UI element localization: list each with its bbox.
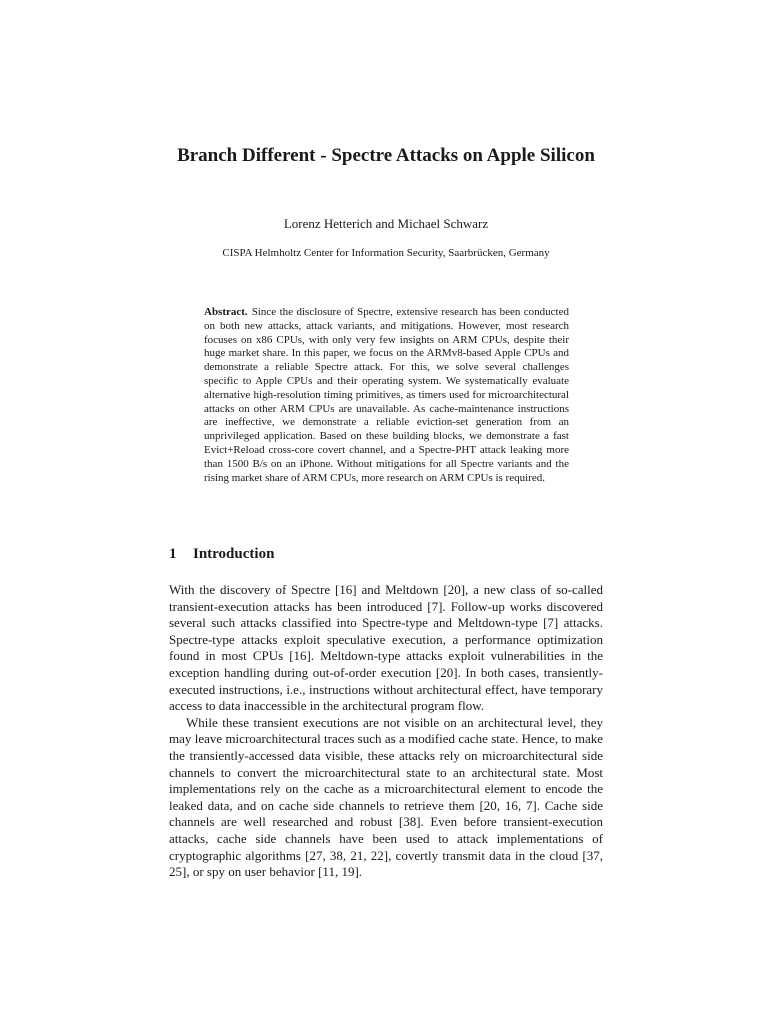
section-heading: [169, 544, 274, 564]
body-paragraph: While these transient executions are not visible on an architectural level, they may leave microarchitectural traces such as a modified cache state. Hence, to make the transiently-accessed data visible, these attacks rely on microarchitectural side channels to convert the microarchitectural state to an architectural state. Most implementations rely on the cache as a microarchitectural element to encode the leaked data, and on cache side channels to retrieve them [20, 16, 7]. Cache side channels are well researched and robust [38]. Even before transient-execution attacks, cache side channels have been used to attack implementations of cryptographic algorithms [27, 38, 21, 22], covertly transmit data in the cloud [37, 25], or spy on user behavior [11, 19].: [169, 714, 603, 880]
abstract-text: Since the disclosure of Spectre, extensive research has been conducted on both new attacks, attack variants, and mitigations. However, most research focuses on x86 CPUs, with only very few insights on ARM CPUs, despite their huge market share. In this paper, we focus on the ARMv8-based Apple CPUs and demonstrate a reliable Spectre attack. For this, we solve several challenges specific to Apple CPUs and their operating system. We systematically evaluate alternative high-resolution timing primitives, as timers used for microarchitectural attacks on other ARM CPUs are unavailable. As cache-maintenance instructions are ineffective, we demonstrate a reliable eviction-set generation from an unprivileged application. Based on these building blocks, we demonstrate a fast Evict+Reload cross-core covert channel, and a Spectre-PHT attack leaking more than 1500 B/s on an iPhone. Without mitigations for all Spectre variants and the rising market share of ARM CPUs, more research on ARM CPUs is required.: [204, 306, 569, 484]
abstract-block: [204, 306, 569, 485]
section-number: 1: [169, 546, 177, 562]
paper-authors: Lorenz Hetterich and Michael Schwarz: [283, 216, 489, 231]
section-title: Introduction: [193, 546, 275, 562]
section-body: [169, 582, 603, 881]
paper-affiliation: CISPA Helmholtz Center for Information Security, Saarbrücken, Germany: [222, 247, 550, 259]
paper-title: Branch Different - Spectre Attacks on Apple Silicon: [177, 145, 595, 166]
body-paragraph: With the discovery of Spectre [16] and Meltdown [20], a new class of so-called transient-execution attacks has been introduced [7]. Follow-up works discovered several such attacks classified into Spectre-type and Meltdown-type [7] attacks. Spectre-type attacks exploit speculative execution, a performance optimization found in most CPUs [16]. Meltdown-type attacks exploit vulnerabilities in the exception handling during out-of-order execution [20]. In both cases, transiently-executed instructions, i.e., instructions without architectural effect, have temporary access to data inaccessible in the architectural program flow.: [169, 582, 603, 714]
abstract-label: Abstract.: [204, 306, 248, 318]
